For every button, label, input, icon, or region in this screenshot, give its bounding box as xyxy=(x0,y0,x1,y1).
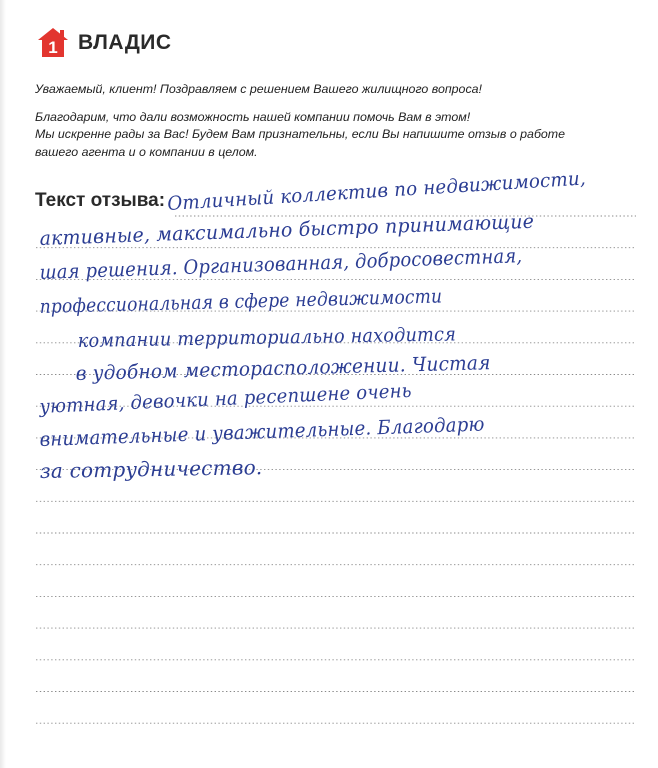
handwritten-line: профессиональная в сфере недвижимости xyxy=(39,285,443,318)
handwritten-line: в удобном месторасположении. Чистая xyxy=(75,351,491,385)
handwritten-line: шая решения. Организованная, добросовестная, xyxy=(39,244,523,284)
intro-thanks-line-3: вашего агента и о компании в целом. xyxy=(35,144,258,159)
intro-thanks-line-2: Мы искренне рады за Вас! Будем Вам признательны, если Вы напишите отзыв о работе xyxy=(35,127,566,142)
logo-digit: 1 xyxy=(48,38,58,57)
intro-thanks-line-1: Благодарим, что дали возможность нашей компании помочь Вам в этом! xyxy=(35,110,471,125)
review-text-label: Текст отзыва: xyxy=(35,190,166,211)
brand-name: ВЛАДИС xyxy=(78,31,172,54)
intro-greeting: Уважаемый, клиент! Поздравляем с решением Вашего жилищного вопроса! xyxy=(35,82,482,96)
handwritten-line: внимательные и уважительные. Благодарю xyxy=(39,412,485,451)
handwritten-line: за сотрудничество. xyxy=(39,455,263,483)
handwritten-line: Отличный коллектив по недвижимости, xyxy=(166,167,587,215)
handwritten-line: уютная, девочки на ресепшене очень xyxy=(39,379,413,418)
handwritten-line: активные, максимально быстро принимающие xyxy=(39,209,535,250)
handwritten-line: компании территориально находится xyxy=(77,323,457,352)
